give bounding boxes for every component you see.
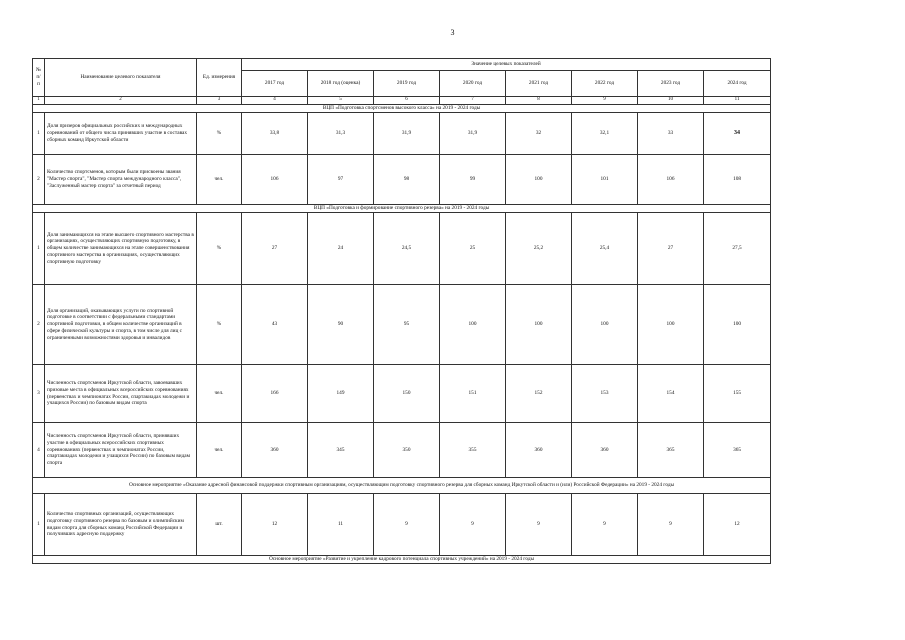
value-cell: 34 bbox=[704, 113, 771, 155]
value-cell: 100 bbox=[638, 285, 704, 365]
value-cell: 43 bbox=[242, 285, 308, 365]
value-cell: 106 bbox=[638, 155, 704, 205]
header-year: 2017 год bbox=[242, 71, 308, 97]
section-title: ВЦП «Подготовка спортсменов высокого класса» на 2019 - 2024 годы bbox=[33, 105, 771, 113]
table-row bbox=[33, 113, 771, 155]
header-year: 2020 год bbox=[440, 71, 506, 97]
indicator-name: Доля организаций, оказывающих услуги по спортивной подготовке в соответствии с федеральными стандартами спортивной подготовки, в общем количестве организаций в сфере физической культуры и спорта, в том числе для лиц с ограниченными возможностями здоровья и инвалидов bbox=[45, 285, 197, 365]
header-num: № п/п bbox=[33, 59, 45, 97]
row-num: 1 bbox=[33, 494, 45, 556]
value-cell: 106 bbox=[242, 155, 308, 205]
column-index: 5 bbox=[308, 97, 374, 105]
column-index: 2 bbox=[45, 97, 197, 105]
indicator-unit: % bbox=[197, 213, 242, 285]
table-row bbox=[33, 423, 771, 478]
column-index: 11 bbox=[704, 97, 771, 105]
section-title-row bbox=[33, 205, 771, 213]
value-cell: 24,5 bbox=[374, 213, 440, 285]
table-row bbox=[33, 365, 771, 423]
indicator-name: Количество спортивных организаций, осуществляющих подготовку спортивного резерва по базовым и олимпийским видам спорта для сборных команд Российской Федерации и получивших адресную поддержку bbox=[45, 494, 197, 556]
header-year: 2024 год bbox=[704, 71, 771, 97]
value-cell: 154 bbox=[638, 365, 704, 423]
header-year: 2018 год (оценка) bbox=[308, 71, 374, 97]
indicator-name: Количество спортсменов, которым были присвоены звания "Мастер спорта", "Мастер спорта международного класса", "Заслуженный мастер спорта" за отчетный период bbox=[45, 155, 197, 205]
value-cell: 12 bbox=[704, 494, 771, 556]
section-title: Основное мероприятие «Развитие и укрепление кадрового потенциала спортивных учреждений» на 2019 - 2024 годы bbox=[33, 556, 771, 564]
value-cell: 166 bbox=[242, 365, 308, 423]
value-cell: 27 bbox=[638, 213, 704, 285]
header-year: 2019 год bbox=[374, 71, 440, 97]
value-cell: 95 bbox=[374, 285, 440, 365]
value-cell: 99 bbox=[440, 155, 506, 205]
value-cell: 11 bbox=[308, 494, 374, 556]
section-title-row bbox=[33, 556, 771, 564]
section-title-row bbox=[33, 478, 771, 494]
value-cell: 97 bbox=[308, 155, 374, 205]
row-num: 2 bbox=[33, 155, 45, 205]
value-cell: 100 bbox=[506, 285, 572, 365]
indicator-name: Численность спортсменов Иркутской области, завоевавших призовые места в официальных всероссийских соревнованиях (первенствах и чемпионатах России, спартакиадах молодежи и учащихся России) по базовым видам спорта bbox=[45, 365, 197, 423]
header-row bbox=[33, 59, 771, 71]
header-name: Наименование целевого показателя bbox=[45, 59, 197, 97]
value-cell: 12 bbox=[242, 494, 308, 556]
table-row bbox=[33, 285, 771, 365]
value-cell: 350 bbox=[374, 423, 440, 478]
value-cell: 25,4 bbox=[572, 213, 638, 285]
row-num: 3 bbox=[33, 365, 45, 423]
indicator-name: Численность спортсменов Иркутской области, принявших участие в официальных всероссийских спортивных соревнованиях (первенствах и чемпионатах России, спартакиадах молодежи и учащихся России) по базовым видам спорта bbox=[45, 423, 197, 478]
value-cell: 27 bbox=[242, 213, 308, 285]
value-cell: 108 bbox=[704, 155, 771, 205]
section-title: ВЦП «Подготовка и формирование спортивного резерва» на 2019 - 2024 годы bbox=[33, 205, 771, 213]
value-cell: 25,2 bbox=[506, 213, 572, 285]
column-index: 10 bbox=[638, 97, 704, 105]
table-row bbox=[33, 213, 771, 285]
row-num: 1 bbox=[33, 213, 45, 285]
value-cell: 33,8 bbox=[242, 113, 308, 155]
value-cell: 32,1 bbox=[572, 113, 638, 155]
indicator-unit: чел. bbox=[197, 365, 242, 423]
value-cell: 150 bbox=[374, 365, 440, 423]
row-num: 4 bbox=[33, 423, 45, 478]
column-index: 8 bbox=[506, 97, 572, 105]
value-cell: 355 bbox=[440, 423, 506, 478]
value-cell: 100 bbox=[506, 155, 572, 205]
column-index: 4 bbox=[242, 97, 308, 105]
value-cell: 9 bbox=[506, 494, 572, 556]
value-cell: 365 bbox=[704, 423, 771, 478]
value-cell: 9 bbox=[374, 494, 440, 556]
value-cell: 360 bbox=[242, 423, 308, 478]
target-indicators-table bbox=[32, 58, 771, 564]
indicator-unit: % bbox=[197, 113, 242, 155]
value-cell: 100 bbox=[704, 285, 771, 365]
value-cell: 31,3 bbox=[308, 113, 374, 155]
row-num: 2 bbox=[33, 285, 45, 365]
value-cell: 149 bbox=[308, 365, 374, 423]
column-index: 6 bbox=[374, 97, 440, 105]
section-title-row bbox=[33, 105, 771, 113]
indicator-unit: % bbox=[197, 285, 242, 365]
table-row bbox=[33, 494, 771, 556]
row-num: 1 bbox=[33, 113, 45, 155]
value-cell: 365 bbox=[638, 423, 704, 478]
value-cell: 31,9 bbox=[374, 113, 440, 155]
value-cell: 152 bbox=[506, 365, 572, 423]
value-cell: 151 bbox=[440, 365, 506, 423]
section-title: Основное мероприятие «Оказание адресной финансовой поддержки спортивным организациям, осуществляющим подготовку спортивного резерва для сборных команд Иркутской области и (или) Российской Федерации» на 2019 - 2024 годы bbox=[33, 478, 771, 494]
header-year: 2022 год bbox=[572, 71, 638, 97]
value-cell: 153 bbox=[572, 365, 638, 423]
table-row bbox=[33, 155, 771, 205]
value-cell: 9 bbox=[572, 494, 638, 556]
column-index: 7 bbox=[440, 97, 506, 105]
value-cell: 155 bbox=[704, 365, 771, 423]
value-cell: 32 bbox=[506, 113, 572, 155]
value-cell: 27,5 bbox=[704, 213, 771, 285]
value-cell: 33 bbox=[638, 113, 704, 155]
column-index: 1 bbox=[33, 97, 45, 105]
value-cell: 100 bbox=[440, 285, 506, 365]
value-cell: 31,9 bbox=[440, 113, 506, 155]
value-cell: 100 bbox=[572, 285, 638, 365]
indicator-unit: чел. bbox=[197, 423, 242, 478]
column-index: 9 bbox=[572, 97, 638, 105]
indicator-unit: шт. bbox=[197, 494, 242, 556]
column-index-row bbox=[33, 97, 771, 105]
value-cell: 9 bbox=[440, 494, 506, 556]
header-unit: Ед. измерения bbox=[197, 59, 242, 97]
header-year: 2023 год bbox=[638, 71, 704, 97]
column-index: 3 bbox=[197, 97, 242, 105]
value-cell: 345 bbox=[308, 423, 374, 478]
indicator-unit: чел. bbox=[197, 155, 242, 205]
value-cell: 360 bbox=[506, 423, 572, 478]
value-cell: 101 bbox=[572, 155, 638, 205]
indicator-name: Доля призеров официальных российских и международных соревнований от общего числа принявших участие в составах сборных команд Иркутской области bbox=[45, 113, 197, 155]
page-number: 3 bbox=[450, 28, 455, 37]
value-cell: 9 bbox=[638, 494, 704, 556]
header-year: 2021 год bbox=[506, 71, 572, 97]
value-cell: 24 bbox=[308, 213, 374, 285]
value-cell: 98 bbox=[374, 155, 440, 205]
header-values: Значение целевых показателей bbox=[242, 59, 771, 71]
value-cell: 360 bbox=[572, 423, 638, 478]
value-cell: 25 bbox=[440, 213, 506, 285]
indicator-name: Доля занимающихся на этапе высшего спортивного мастерства в организациях, осуществляющих спортивную подготовку, в общем количестве занимающихся на этапе совершенствования спортивного мастерства в организациях, осуществляющих спортивную подготовку bbox=[45, 213, 197, 285]
value-cell: 90 bbox=[308, 285, 374, 365]
